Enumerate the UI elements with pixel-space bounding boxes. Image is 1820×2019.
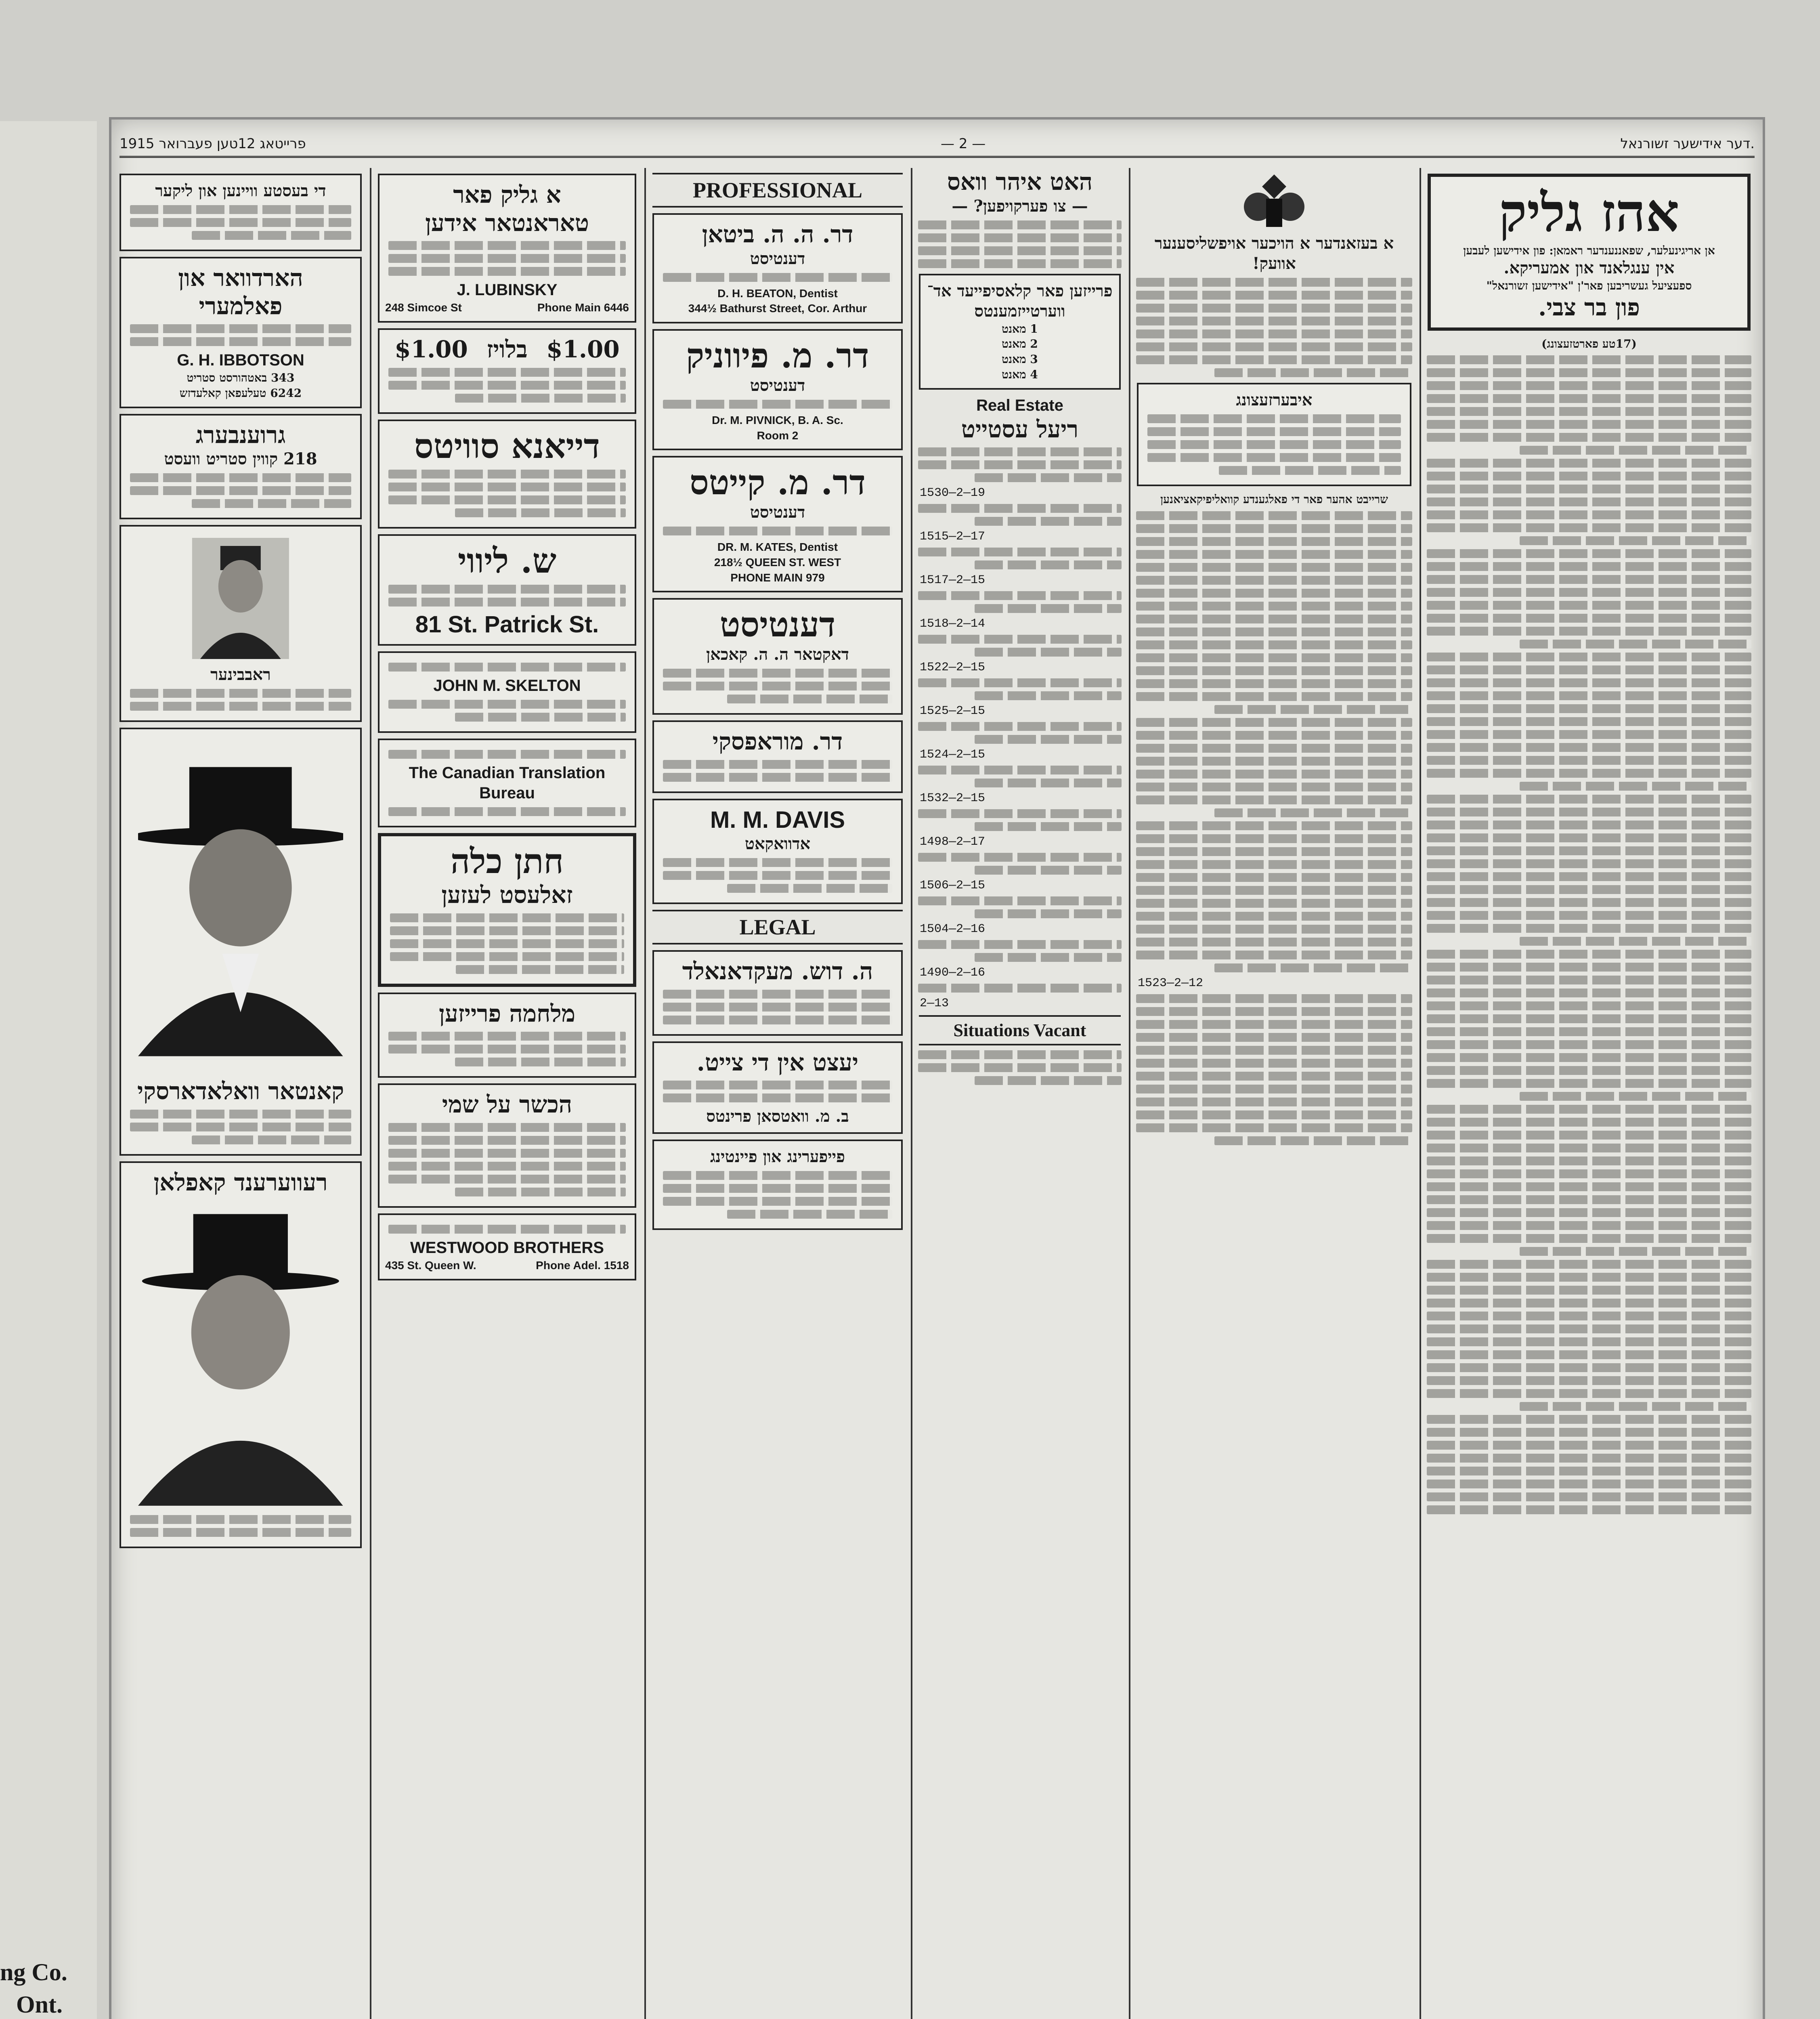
novel-author: פון בר צבי. bbox=[1538, 294, 1640, 321]
legal-heading: LEGAL bbox=[652, 910, 903, 944]
advice-ad bbox=[652, 1041, 903, 1134]
westwood-address: 435 St. Queen W. bbox=[385, 1259, 476, 1272]
kahan-sub: דאקטאר ה. ה. קאכאן bbox=[706, 644, 849, 664]
skelton-name: JOHN M. SKELTON bbox=[433, 677, 581, 695]
price-1: $1.00 bbox=[546, 335, 620, 363]
ad-code: 1524—2—15 bbox=[920, 748, 985, 762]
rate-4: 4 מאנט bbox=[1002, 367, 1038, 381]
notice-caption: שרייבט אהער פאר די פאלגענדע קוואליפיקאציאנען bbox=[1160, 493, 1388, 506]
ad-code: 1523—2—12 bbox=[1138, 976, 1204, 990]
translation-ad bbox=[378, 739, 636, 827]
rabbi-ad bbox=[120, 525, 362, 722]
rates-box bbox=[919, 274, 1121, 390]
kosher-ad bbox=[378, 1083, 636, 1208]
printing-ad bbox=[652, 1140, 903, 1230]
professional-column bbox=[648, 168, 907, 2019]
liquor-ad bbox=[120, 174, 362, 251]
levy-address: 81 St. Patrick St. bbox=[415, 611, 599, 638]
kates-heb: דר. מ. קייטס bbox=[690, 462, 866, 503]
westwood-ad bbox=[378, 1213, 636, 1280]
ad-code: 1506—2—15 bbox=[920, 879, 985, 893]
classifieds-column bbox=[915, 168, 1125, 2019]
ad-code: 1504—2—16 bbox=[920, 922, 985, 936]
ad-code: 1530—2—19 bbox=[920, 486, 985, 500]
masthead-paper-name: דער אידישער זשורנאל. bbox=[1620, 136, 1755, 152]
gruner-ad bbox=[120, 414, 362, 520]
davis-en: M. M. DAVIS bbox=[710, 806, 845, 833]
fragment-text-2: Ont. bbox=[16, 1991, 63, 2018]
beaton-heb: דר. ה. ה. ביטאן bbox=[702, 220, 853, 248]
beaton-address: 344½ Bathurst Street, Cor. Arthur bbox=[688, 302, 867, 315]
pivnick-sub: דענטיסט bbox=[750, 376, 805, 395]
real-estate-heb: ריעל עסטייט bbox=[961, 415, 1079, 443]
cantor-portrait-2 bbox=[138, 1203, 343, 1509]
hardware-ad bbox=[120, 257, 362, 408]
morafsky-heb: דר. מוראפסקי bbox=[712, 727, 843, 755]
translation-notice bbox=[1137, 383, 1411, 486]
war-title: מלחמה פרייזען bbox=[438, 999, 575, 1027]
novel-header bbox=[1428, 174, 1751, 331]
rate-2: 2 מאנט bbox=[1002, 337, 1038, 351]
masthead-page-number: — 2 — bbox=[941, 136, 986, 152]
kates-ad bbox=[652, 456, 903, 592]
kates-phone: PHONE MAIN 979 bbox=[730, 571, 825, 584]
westwood-name: WESTWOOD BROTHERS bbox=[410, 1238, 604, 1257]
kahan-ad bbox=[652, 598, 903, 715]
cantor-portrait-1 bbox=[138, 741, 343, 1072]
classifieds-headline: האט איהר וואס bbox=[947, 168, 1093, 195]
price-2: $1.00 bbox=[394, 335, 468, 363]
ad-code: 1490—2—16 bbox=[920, 966, 985, 980]
novel-chapter: (17טע פארטזעצונג) bbox=[1541, 337, 1637, 350]
price-ad bbox=[378, 328, 636, 414]
rates-title: פרייזען פאר קלאסיפייעד אד־ bbox=[927, 281, 1113, 300]
gruner-ad-title: גרוענבערג bbox=[195, 421, 286, 449]
diana-title: דייאנא סוויטס bbox=[414, 426, 600, 466]
davis-ad bbox=[652, 799, 903, 905]
ad-code: 1515—2—17 bbox=[920, 530, 985, 544]
news-headline: א בעזאנדער א הויכער אויפשליסענער אוועק! bbox=[1154, 234, 1394, 273]
ad-code: 1532—2—15 bbox=[920, 791, 985, 806]
pivnick-room: Room 2 bbox=[757, 429, 799, 442]
hardware-ad-name: G. H. IBBOTSON bbox=[177, 351, 304, 369]
kosher-title: הכשר על שמי bbox=[442, 1091, 572, 1119]
diana-ad bbox=[378, 420, 636, 529]
rate-3: 3 מאנט bbox=[1002, 353, 1038, 366]
lubinsky-phone: Phone Main 6446 bbox=[537, 301, 629, 314]
rate-1: 1 מאנט bbox=[1002, 322, 1038, 336]
ad-code: 1518—2—14 bbox=[920, 617, 985, 631]
beaton-ad bbox=[652, 213, 903, 323]
kahan-heb: דענטיסט bbox=[719, 604, 836, 645]
gruner-ad-address: 218 קווין סטריט וועסט bbox=[164, 449, 317, 469]
advice-sub: ב. מ. וואטסאן פרינטס bbox=[706, 1107, 849, 1126]
wedding-subtitle: זאלעסט לעזען bbox=[441, 881, 573, 909]
mcdonald-heb: ה. דוש. מעקדאנאלד bbox=[682, 957, 873, 985]
wedding-ad bbox=[378, 833, 636, 986]
morafsky-ad bbox=[652, 720, 903, 793]
hardware-ad-phone: 6242 טעלעפאן קאלעדזש bbox=[179, 386, 302, 400]
novel-subtitle-2: אין ענגלאנד און אמעריקא. bbox=[1503, 258, 1675, 278]
cantor-ad-1 bbox=[120, 728, 362, 1156]
classifieds-subheadline: — צו פערקויפען? — bbox=[952, 196, 1088, 216]
price-label: בלויז bbox=[486, 335, 528, 363]
beaton-sub: דענטיסט bbox=[750, 249, 805, 268]
hardware-ad-address: 343 באטהורסט סטריט bbox=[187, 371, 295, 385]
translation-bureau: The Canadian Translation Bureau bbox=[409, 764, 606, 802]
kates-sub: דענטיסט bbox=[750, 502, 805, 522]
advice-title: יעצט אין די צייט. bbox=[696, 1048, 859, 1076]
rabbi-caption: ראבבינער bbox=[210, 665, 271, 684]
skelton-ad bbox=[378, 651, 636, 733]
notice-title: איבערזעצונג bbox=[1236, 390, 1313, 409]
lubinsky-subtitle: טאראנטאר אידען bbox=[425, 209, 589, 237]
hardware-ad-title: הארדוואר און bbox=[178, 264, 303, 292]
novel-note: ספעציעל געשריבען פאר'ן "אידישען זשורנאל" bbox=[1486, 279, 1692, 293]
ads-column-left bbox=[115, 168, 366, 2019]
lubinsky-name: J. LUBINSKY bbox=[457, 281, 558, 299]
real-estate-en: Real Estate bbox=[976, 396, 1063, 414]
situations-vacant-heading: Situations Vacant bbox=[919, 1015, 1121, 1045]
cantor-name-1: קאנטאר וואלאדארסקי bbox=[137, 1077, 344, 1105]
ads-column-2 bbox=[374, 168, 640, 2019]
ad-code: 1522—2—15 bbox=[920, 661, 985, 675]
beaton-en: D. H. BEATON, Dentist bbox=[717, 287, 838, 300]
ad-code: 1517—2—15 bbox=[920, 573, 985, 588]
lubinsky-address: 248 Simcoe St bbox=[385, 301, 462, 314]
kates-address: 218½ QUEEN ST. WEST bbox=[714, 556, 841, 569]
news-column bbox=[1133, 168, 1415, 2019]
novel-column bbox=[1424, 168, 1755, 2019]
lubinsky-ad bbox=[378, 174, 636, 323]
westwood-phone: Phone Adel. 1518 bbox=[536, 1259, 629, 1272]
wedding-title: חתן כלה bbox=[450, 841, 564, 881]
pivnick-ad bbox=[652, 329, 903, 450]
liquor-ad-title: די בעסטע וויינען און ליקער bbox=[155, 181, 326, 200]
pivnick-heb: דר. מ. פיווניק bbox=[686, 336, 869, 376]
coat-of-arms-icon bbox=[1234, 170, 1315, 231]
masthead bbox=[120, 132, 1755, 158]
mcdonald-ad bbox=[652, 950, 903, 1036]
ad-code: 2—13 bbox=[920, 997, 949, 1011]
ad-code: 1498—2—17 bbox=[920, 835, 985, 849]
printing-title: פייפערינג און פיינטינג bbox=[710, 1147, 845, 1167]
levy-ad bbox=[378, 534, 636, 646]
davis-heb: אדוואקאט bbox=[744, 834, 811, 854]
rabbi-portrait bbox=[138, 538, 343, 659]
lubinsky-title: א גליק פאר bbox=[453, 181, 561, 208]
hardware-ad-subtitle: פאלמערי bbox=[199, 292, 283, 320]
adjacent-page-fragment bbox=[0, 121, 97, 2019]
masthead-date: 1915 פרייטאג 12טען פעברואר bbox=[120, 136, 306, 152]
fragment-text-1: ng Co. bbox=[0, 1959, 67, 1985]
novel-title: אהז גליק bbox=[1499, 182, 1680, 243]
professional-heading: PROFESSIONAL bbox=[652, 173, 903, 208]
levy-title: ש. ליווי bbox=[457, 541, 557, 581]
novel-subtitle-1: אן אריגינעלער, שפאננענדער ראמאן: פון אידישען לעבען bbox=[1463, 243, 1715, 257]
kates-en: DR. M. KATES, Dentist bbox=[717, 540, 838, 553]
ad-code: 1525—2—15 bbox=[920, 704, 985, 718]
cantor-ad-2 bbox=[120, 1161, 362, 1548]
cantor-name-2: רעווערענד קאפלאן bbox=[153, 1168, 328, 1196]
pivnick-en: Dr. M. PIVNICK, B. A. Sc. bbox=[712, 413, 843, 426]
rates-title-2: ווערטייזמענטס bbox=[974, 301, 1065, 321]
newspaper-page bbox=[109, 117, 1765, 2019]
war-ad bbox=[378, 993, 636, 1078]
